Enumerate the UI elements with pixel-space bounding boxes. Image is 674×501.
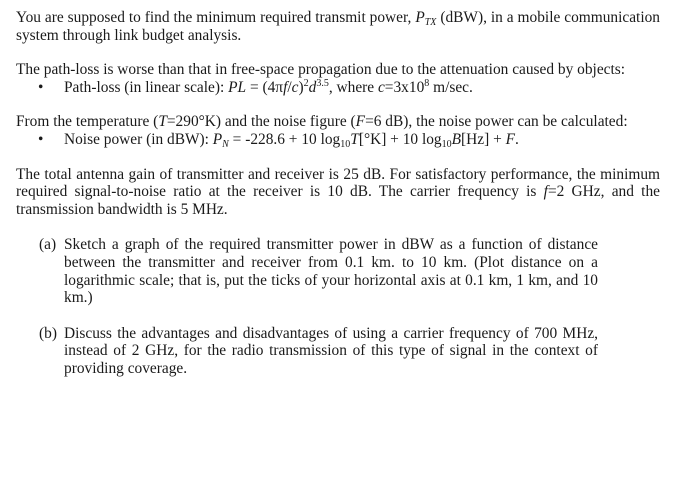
bullet-icon: •	[38, 78, 44, 96]
pathloss-paragraph: The path-loss is worse than that in free-space propagation due to the attenuation caused by objects:	[16, 61, 626, 79]
bullet-icon: •	[38, 130, 44, 148]
noise-formula: Noise power (in dBW): $P_N = -228.6 + 10$ $\log_{10}T[^\circ K] + 10$ $\log_{10}B[Hz] + F$.	[64, 130, 519, 150]
part-b-label: (b)	[39, 324, 57, 342]
p-tx-symbol: $P_{TX}$	[415, 9, 437, 28]
gain-paragraph: The total antenna gain of transmitter and receiver is 25 dB. For satisfactory performance, the minimum required signal-to-noise ratio at the receiver is 10 dB. The carrier frequency is f=2 GHz, and the transmission bandwidth is 5 MHz.	[16, 165, 660, 218]
pathloss-formula: Path-loss (in linear scale): PL = $(4\pi f/c)^2d^{3.5}$, where $c=3x10^8$ m/sec.	[64, 77, 473, 96]
intro-paragraph: You are supposed to find the minimum required transmit power, $P_{TX}$ (dBW), in a mobile communication system through link budget analysis.	[16, 9, 660, 44]
part-a-label: (a)	[39, 236, 57, 254]
noise-bullet-item	[16, 131, 660, 149]
part-a-text: Sketch a graph of the required transmitter power in dBW as a function of distance between the transmitter and receiver from 0.1 km. to 10 km. (Plot distance on a logarithmic scale; that is, put the ticks of your horizontal axis at 0.1 km, 1 km, and 10 km.)	[64, 236, 598, 307]
part-b-item	[16, 325, 660, 378]
noise-paragraph: From the temperature (T=290°K) and the noise figure (F=6 dB), the noise power can be calculated:	[16, 113, 628, 131]
part-a-item	[16, 236, 660, 306]
pathloss-bullet-item	[16, 79, 660, 97]
part-b-text: Discuss the advantages and disadvantages of using a carrier frequency of 700 MHz, instead of 2 GHz, for the radio transmission of this type of signal in the context of providing coverage.	[64, 324, 598, 377]
